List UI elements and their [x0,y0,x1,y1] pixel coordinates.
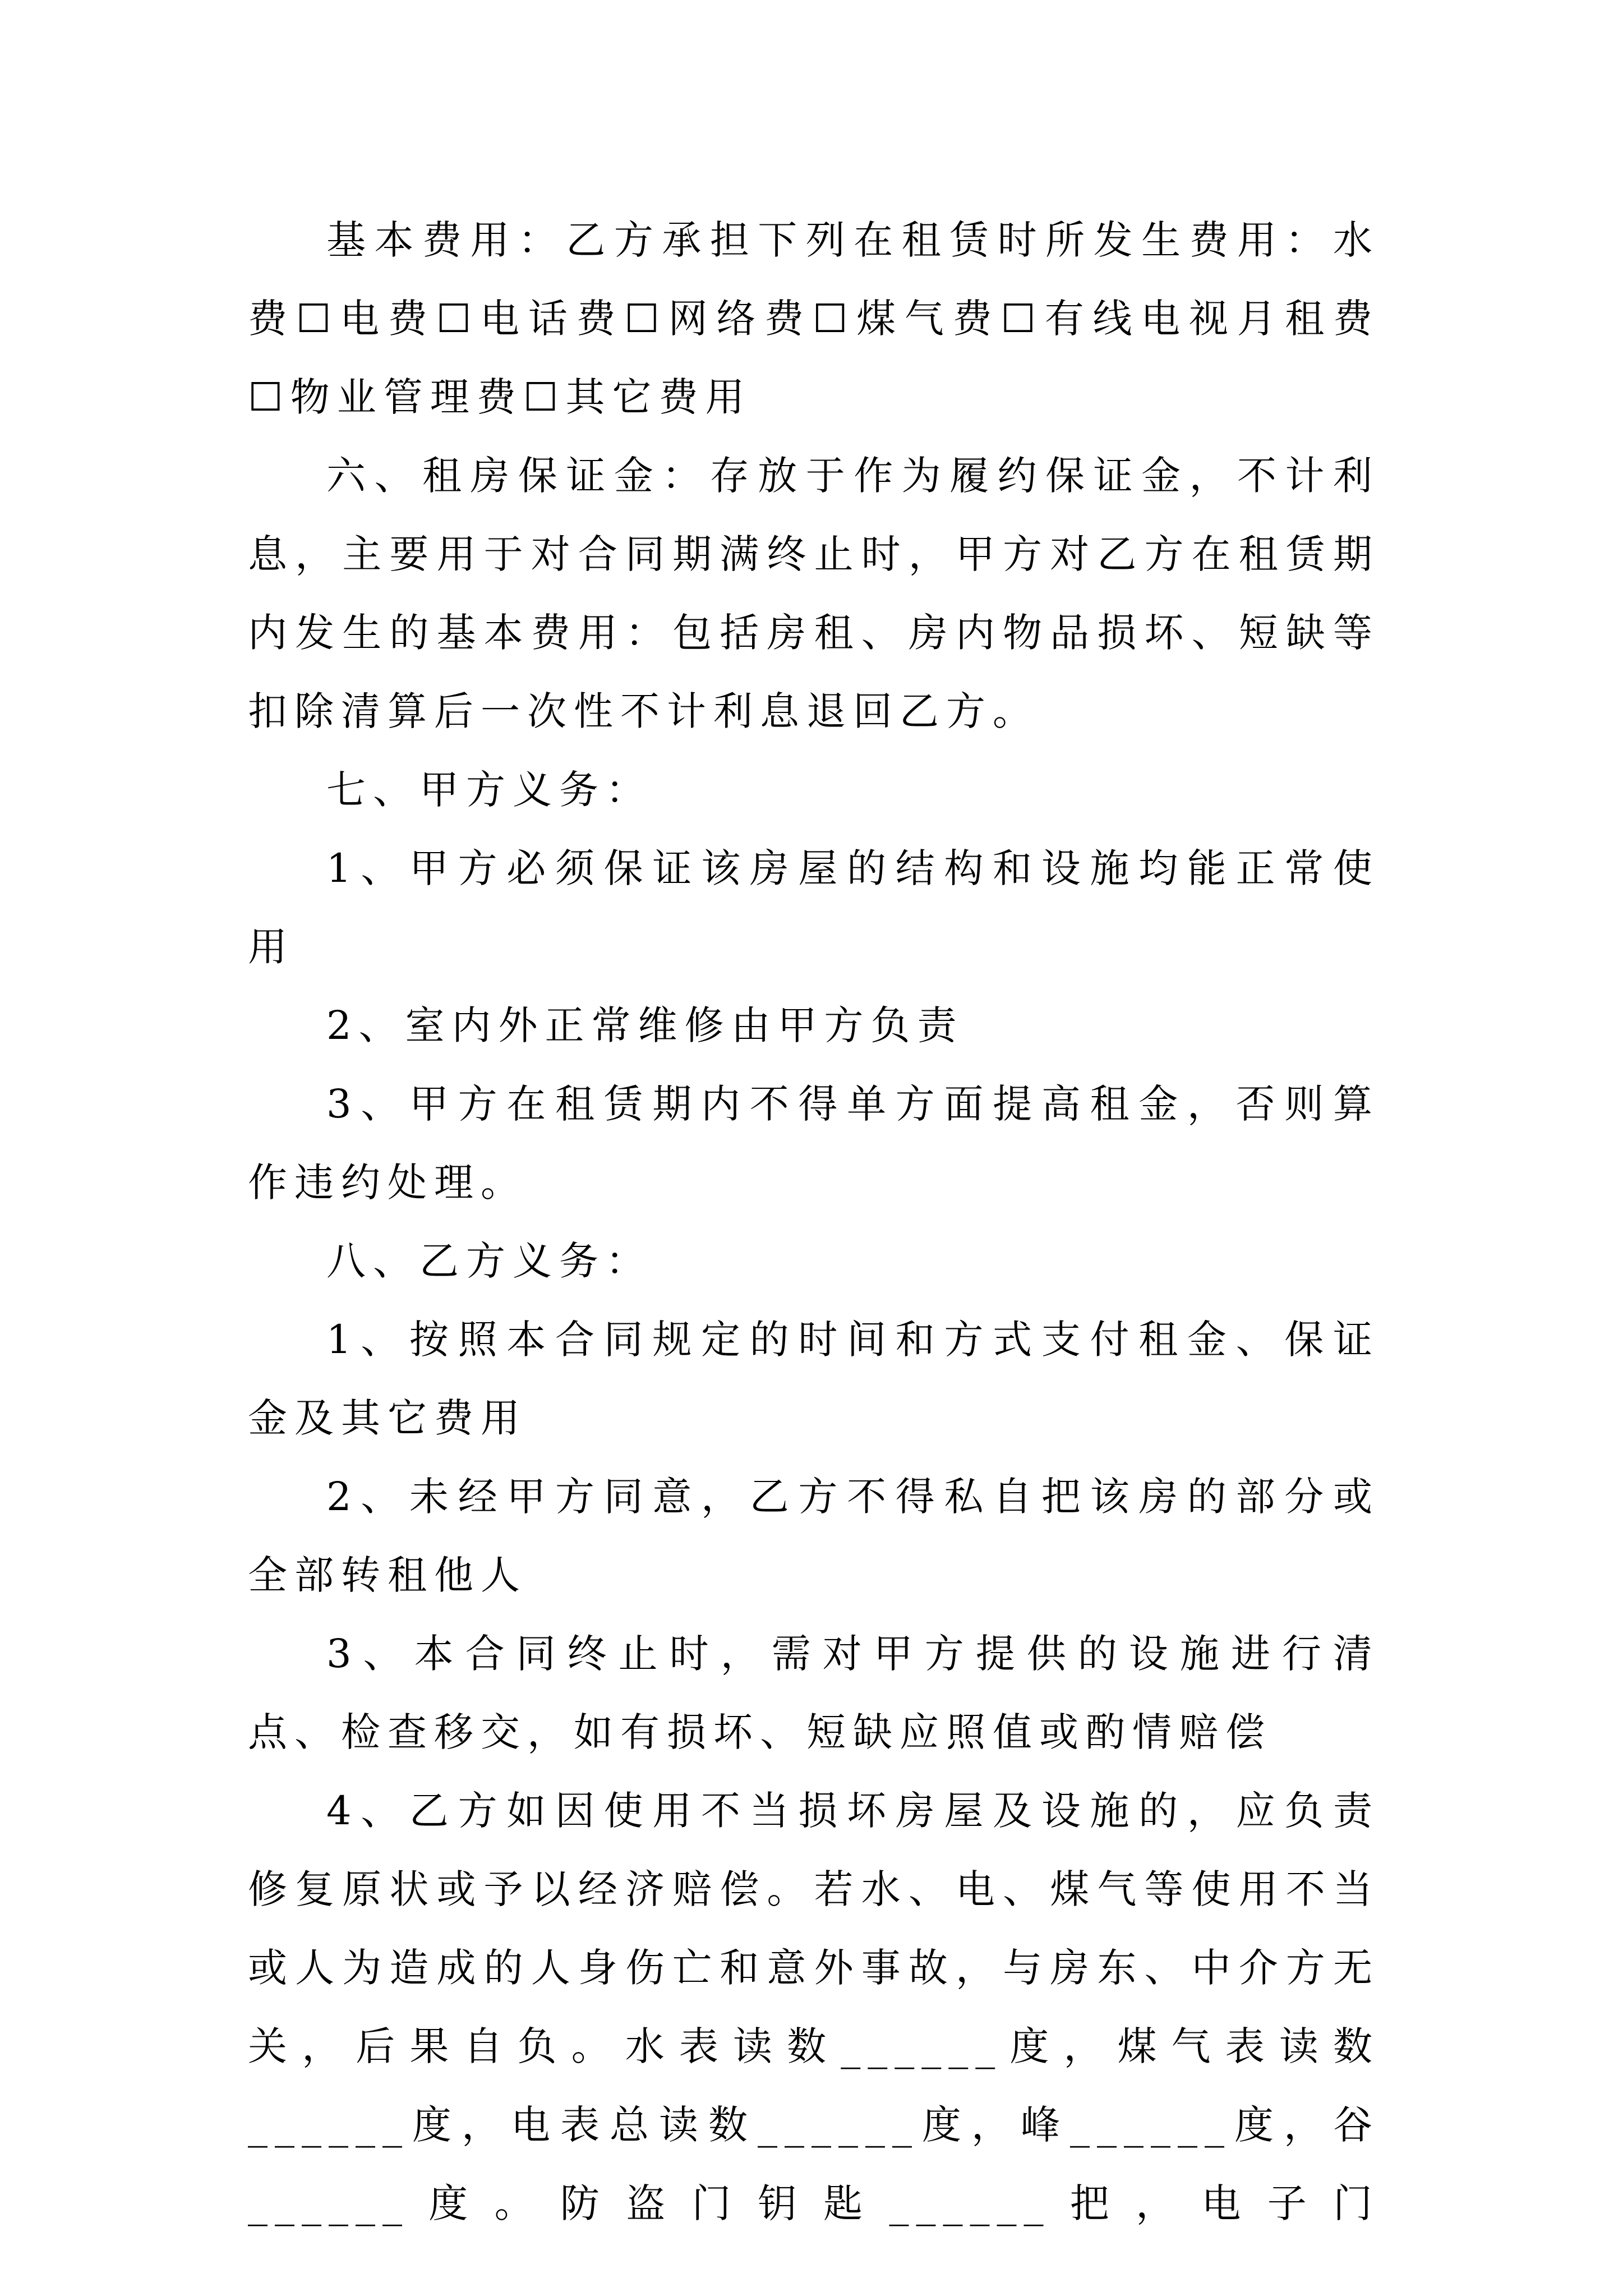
paragraph-basic-fees: 基本费用：乙方承担下列在租赁时所发生费用：水费☐电费☐电话费☐网络费☐煤气费☐有线电视月租费☐物业管理费☐其它费用 [248,217,1380,420]
paragraph-party-b-item-1: 1、按照本合同规定的时间和方式支付租金、保证金及其它费用 [248,1317,1380,1441]
heading-party-b-obligations: 八、乙方义务： [326,1238,652,1284]
paragraph-party-b-item-3: 3、本合同终止时，需对甲方提供的设施进行清点、检查移交，如有损坏、短缺应照值或酌情赔偿 [248,1631,1380,1755]
heading-party-a-obligations: 七、甲方义务： [326,767,652,813]
paragraph-party-a-item-3: 3、甲方在租赁期内不得单方面提高租金，否则算作违约处理。 [248,1081,1380,1205]
paragraph-party-a-item-2: 2、室内外正常维修由甲方负责 [326,1002,964,1048]
paragraph-deposit: 六、租房保证金：存放于作为履约保证金，不计利息，主要用于对合同期满终止时，甲方对乙方在租赁期内发生的基本费用：包括房租、房内物品损坏、短缺等扣除清算后一次性不计利息退回乙方。 [248,453,1380,734]
document-body [248,201,1380,2243]
paragraph-party-a-item-1: 1、甲方必须保证该房屋的结构和设施均能正常使用 [248,845,1380,970]
paragraph-party-b-item-4: 4、乙方如因使用不当损坏房屋及设施的，应负责修复原状或予以经济赔偿。若水、电、煤气等使用不当或人为造成的人身伤亡和意外事故，与房东、中介方无关，后果自负。水表读数______度，煤气表读数______度，电表总读数______度，峰______度，谷______度。防盗门钥匙______把，电子门 [248,1788,1380,2226]
paragraph-party-b-item-2: 2、未经甲方同意，乙方不得私自把该房的部分或全部转租他人 [248,1474,1380,1598]
